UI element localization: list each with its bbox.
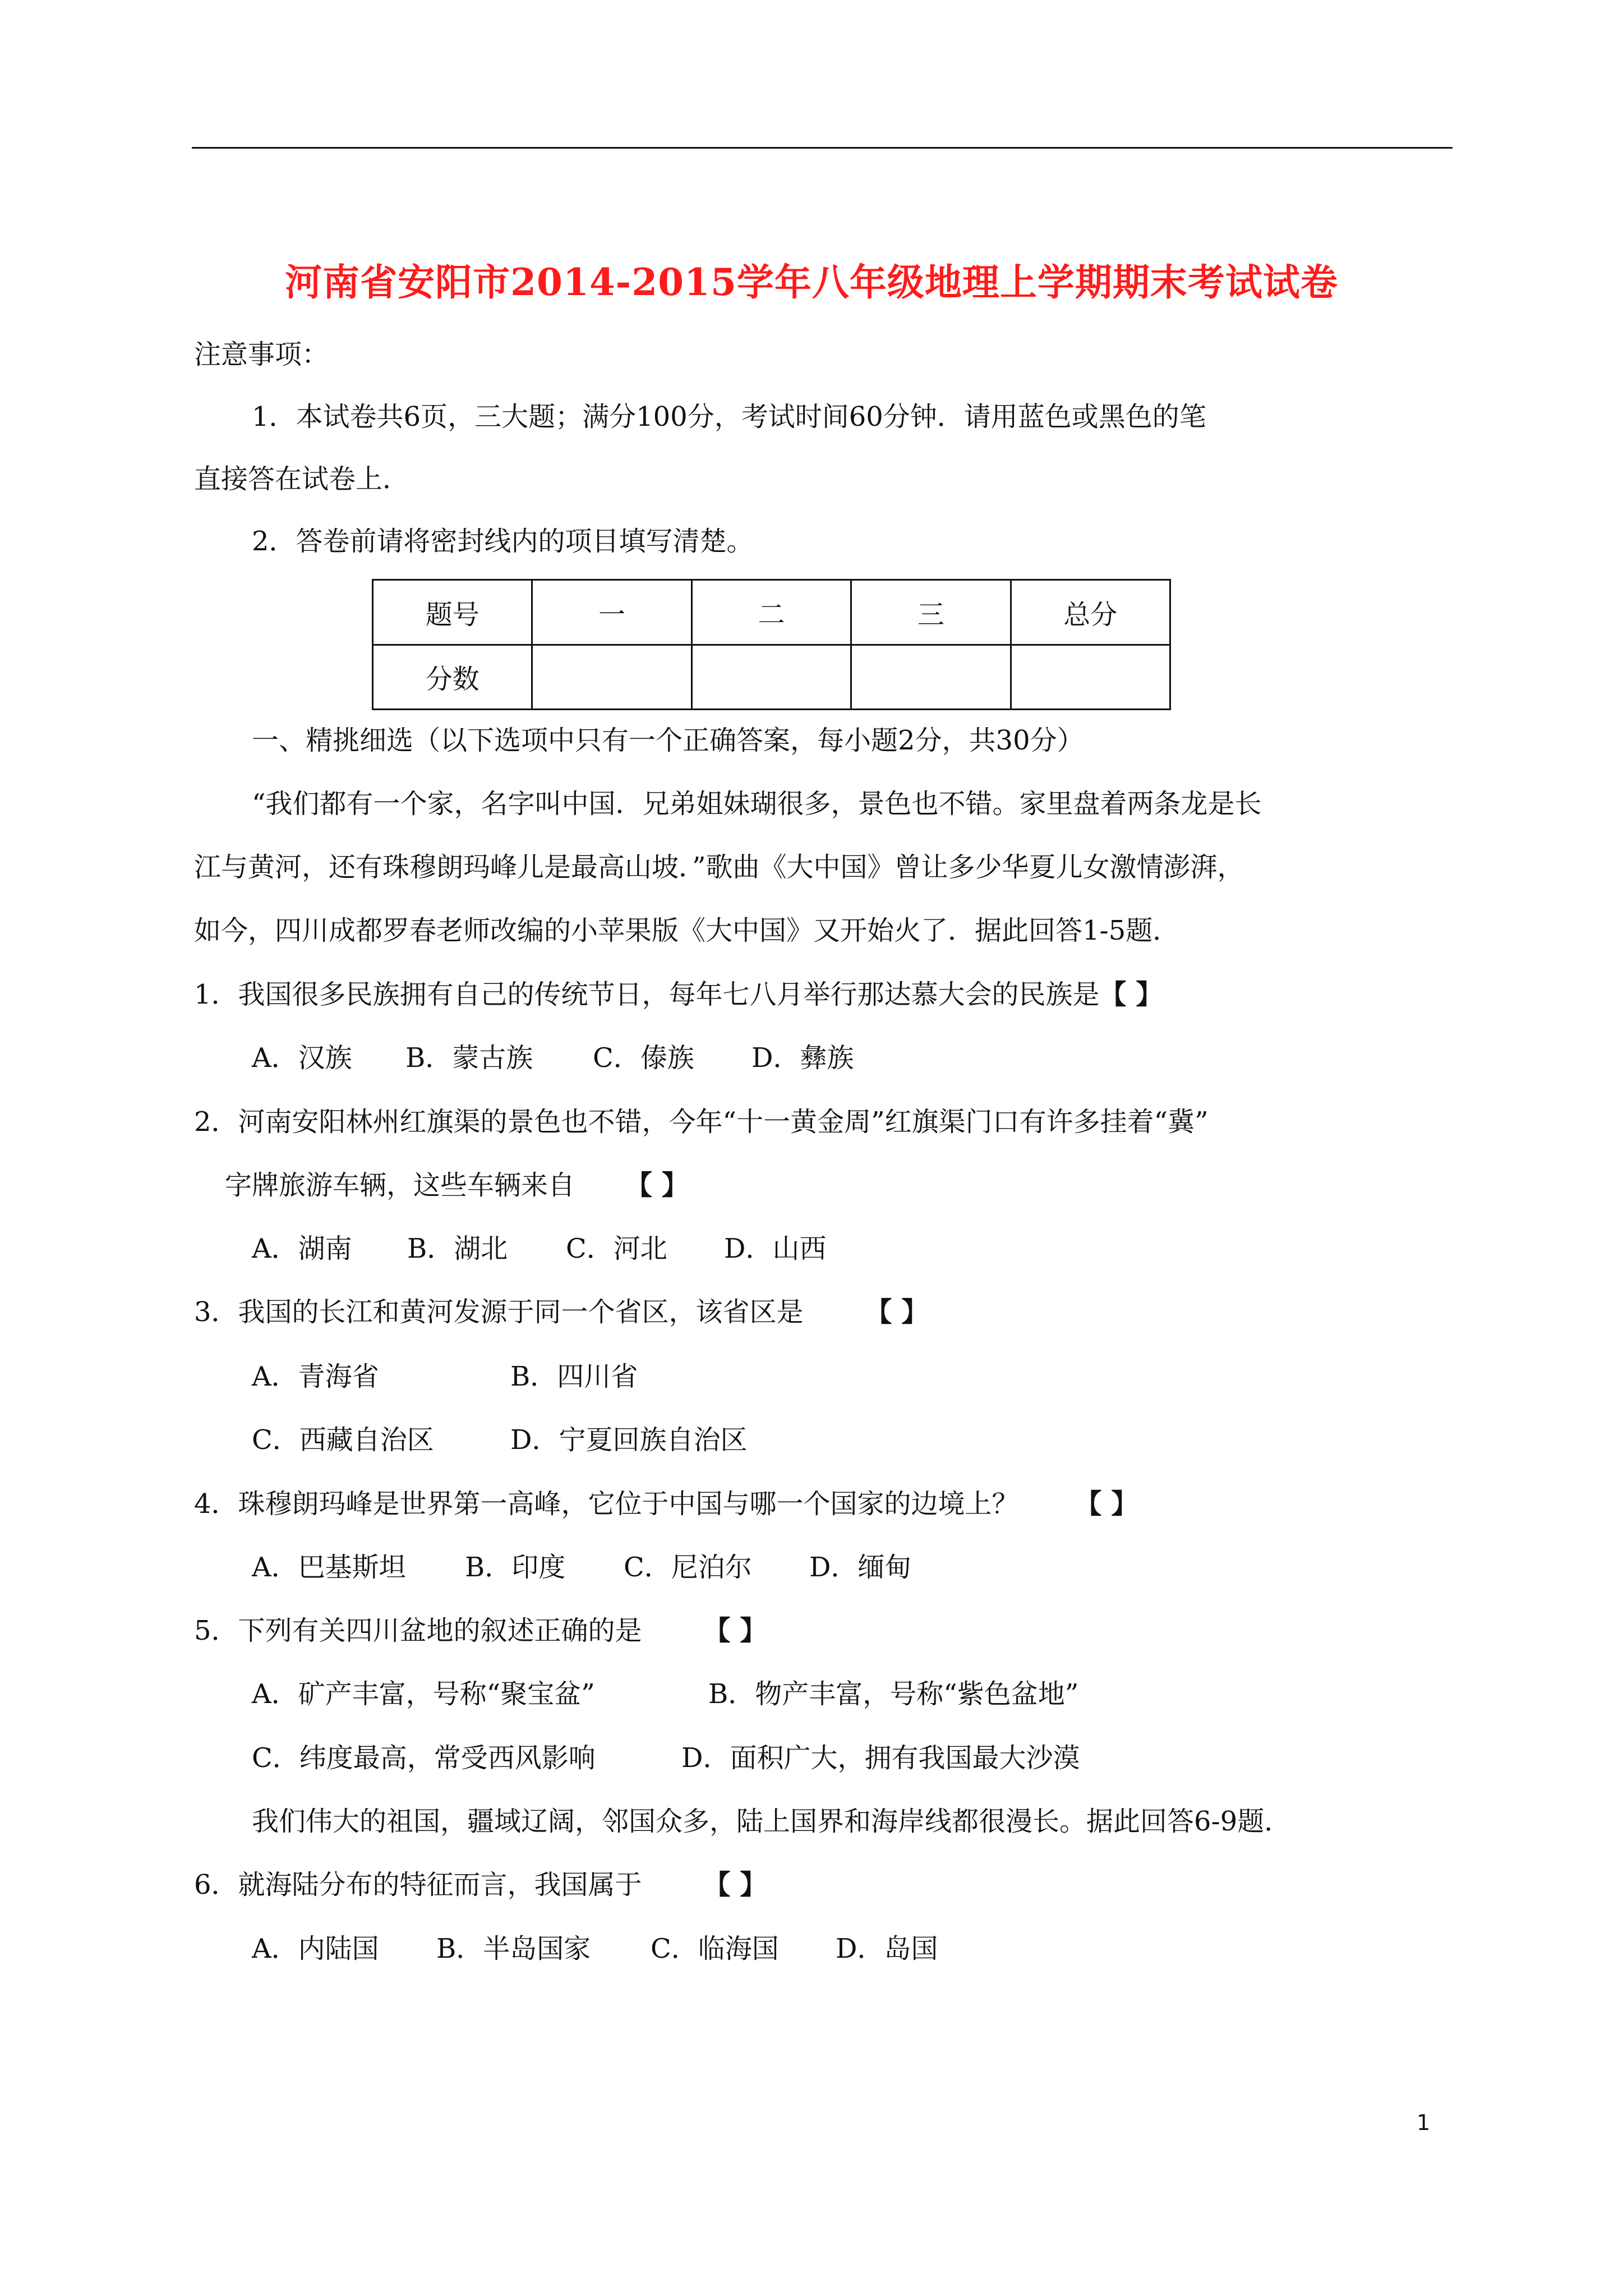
option-b[interactable]: B．物产丰富，号称“紫色盆地”: [708, 1678, 1079, 1710]
question-2-stem: 2．河南安阳林州红旗渠的景色也不错，今年“十一黄金周”红旗渠门口有许多挂着“冀”: [194, 1106, 1209, 1138]
option-c[interactable]: C．河北: [566, 1233, 667, 1264]
score-header-cell: 总分: [1011, 580, 1170, 645]
score-header-cell: 二: [691, 580, 851, 645]
passage-1-line: “我们都有一个家，名字叫中国．兄弟姐妹瑚很多，景色也不错。家里盘着两条龙是长: [252, 788, 1262, 820]
score-table-score-row: [373, 645, 1170, 710]
question-1-stem: [194, 981, 1163, 1008]
passage-1-line: 江与黄河，还有珠穆朗玛峰儿是最高山坡．”歌曲《大中国》曾让多少华夏儿女激情澎湃，: [194, 852, 1244, 883]
option-d[interactable]: D．山西: [724, 1233, 827, 1264]
score-header-cell: 题号: [373, 580, 532, 645]
exam-title: 河南省安阳市2014-2015学年八年级地理上学期期末考试试卷: [285, 260, 1338, 304]
question-2-stem-cont: [225, 1172, 689, 1199]
option-c[interactable]: C．纬度最高，常受西风影响: [252, 1742, 596, 1774]
score-table: [372, 579, 1171, 710]
option-b[interactable]: B．四川省: [510, 1361, 638, 1392]
answer-bracket[interactable]: 【 】: [1099, 979, 1163, 1010]
question-3-stem: [194, 1296, 929, 1328]
option-d[interactable]: D．岛国: [836, 1933, 938, 1964]
option-a[interactable]: A．巴基斯坦: [252, 1552, 406, 1583]
answer-bracket[interactable]: 【 】: [625, 1170, 689, 1201]
answer-bracket[interactable]: 【 】: [703, 1869, 767, 1901]
option-a[interactable]: A．青海省: [252, 1361, 379, 1392]
question-5-stem: [194, 1617, 767, 1644]
option-b[interactable]: B．湖北: [407, 1233, 508, 1264]
score-header-cell: 一: [532, 580, 691, 645]
option-a[interactable]: A．汉族: [252, 1042, 352, 1074]
question-stem-text: 5．下列有关四川盆地的叙述正确的是: [194, 1615, 642, 1646]
answer-bracket[interactable]: 【 】: [865, 1296, 929, 1328]
question-stem-text: 6．就海陆分布的特征而言，我国属于: [194, 1869, 642, 1901]
score-row-label: 分数: [373, 645, 532, 710]
option-c[interactable]: C．临海国: [651, 1933, 779, 1964]
score-table-header-row: [373, 580, 1170, 645]
question-stem-text: 3．我国的长江和黄河发源于同一个省区，该省区是: [194, 1296, 804, 1328]
option-a[interactable]: A．内陆国: [252, 1933, 379, 1964]
notice-item-2: 2．答卷前请将密封线内的项目填写清楚。: [252, 526, 754, 557]
option-c[interactable]: C．西藏自治区: [252, 1424, 434, 1456]
answer-bracket[interactable]: 【 】: [1075, 1488, 1138, 1520]
option-d[interactable]: D．缅甸: [809, 1552, 912, 1583]
question-stem-text: 字牌旅游车辆，这些车辆来自: [225, 1170, 575, 1201]
section-1-heading: 一、精挑细选（以下选项中只有一个正确答案，每小题2分，共30分）: [252, 725, 1084, 756]
notice-item-1-cont: 直接答在试卷上．: [194, 463, 410, 495]
passage-2: 我们伟大的祖国，疆域辽阔，邻国众多，陆上国界和海岸线都很漫长。据此回答6-9题．: [252, 1806, 1292, 1837]
page-number: 1: [1417, 2110, 1431, 2135]
option-b[interactable]: B．半岛国家: [436, 1933, 591, 1964]
option-a[interactable]: A．矿产丰富，号称“聚宝盆”: [252, 1678, 595, 1710]
option-d[interactable]: D．面积广大，拥有我国最大沙漠: [681, 1742, 1080, 1774]
question-4-stem: [194, 1488, 1138, 1520]
option-d[interactable]: D．宁夏回族自治区: [510, 1424, 748, 1456]
option-b[interactable]: B．蒙古族: [405, 1042, 533, 1074]
option-b[interactable]: B．印度: [465, 1552, 566, 1583]
question-6-stem: [194, 1869, 767, 1901]
option-c[interactable]: C．傣族: [593, 1042, 694, 1074]
score-header-cell: 三: [851, 580, 1011, 645]
notice-item-1: 1．本试卷共6页，三大题；满分100分，考试时间60分钟．请用蓝色或黑色的笔: [252, 401, 1206, 432]
question-stem-text: 1．我国很多民族拥有自己的传统节日，每年七八月举行那达慕大会的民族是: [194, 979, 1100, 1010]
notice-heading: 注意事项：: [194, 339, 329, 370]
option-a[interactable]: A．湖南: [252, 1233, 352, 1264]
score-cell[interactable]: [851, 645, 1011, 710]
question-stem-text: 4．珠穆朗玛峰是世界第一高峰，它位于中国与哪一个国家的边境上？: [194, 1488, 1019, 1520]
score-cell[interactable]: [1011, 645, 1170, 710]
score-cell[interactable]: [691, 645, 851, 710]
passage-1-line: 如今，四川成都罗春老师改编的小苹果版《大中国》又开始火了．据此回答1-5题．: [194, 915, 1180, 946]
score-cell[interactable]: [532, 645, 691, 710]
option-c[interactable]: C．尼泊尔: [624, 1552, 752, 1583]
answer-bracket[interactable]: 【 】: [703, 1615, 767, 1646]
header-rule: [192, 147, 1453, 149]
option-d[interactable]: D．彝族: [751, 1042, 854, 1074]
